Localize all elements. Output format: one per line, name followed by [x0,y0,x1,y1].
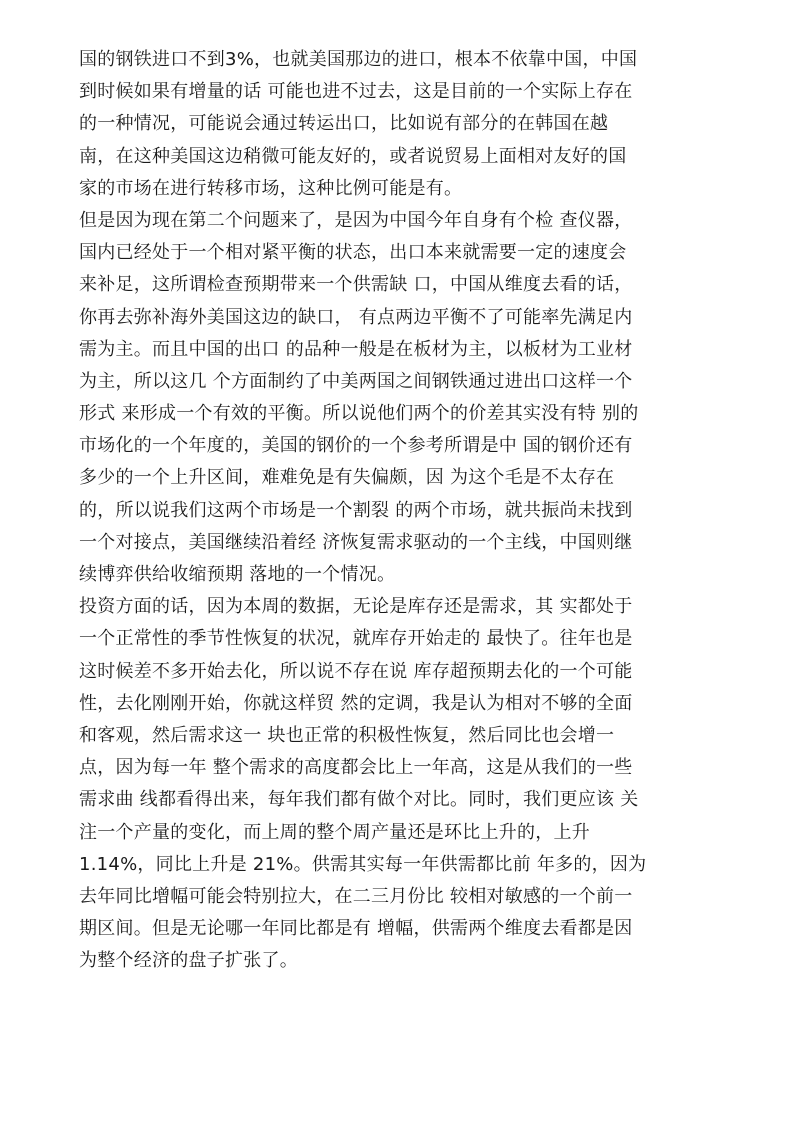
text-line: 为整个经济的盘子扩张了。 [79,950,298,972]
text-line: 的，所以说我们这两个市场是一个割裂 的两个市场，就共振尚未找到 [79,499,633,521]
text-line: 期区间。但是无论哪一年同比都是有 增幅，供需两个维度去看都是因 [79,918,633,940]
text-line: 但是因为现在第二个问题来了，是因为中国今年自身有个检 查仪器， [79,209,633,231]
text-line: 去年同比增幅可能会特别拉大，在二三月份比 较相对敏感的一个前一 [79,885,633,907]
text-line: 家的市场在进行转移市场，这种比例可能是有。 [79,177,463,199]
text-line: 市场化的一个年度的，美国的钢价的一个参考所谓是中 国的钢价还有 [79,435,633,457]
text-line: 来补足，这所谓检查预期带来一个供需缺 口，中国从维度去看的话， [79,274,633,296]
text-line: 点，因为每一年 整个需求的高度都会比上一年高，这是从我们的一些 [79,757,633,779]
text-line: 注一个产量的变化，而上周的整个周产量还是环比上升的，上升 [79,821,590,843]
paragraph-1 [79,44,719,205]
text-line: 需为主。而且中国的出口 的品种一般是在板材为主，以板材为工业材 [79,338,633,360]
text-line: 需求曲 线都看得出来，每年我们都有做个对比。同时，我们更应该 关 [79,789,639,811]
paragraph-2 [79,205,719,591]
text-line: 国内已经处于一个相对紧平衡的状态，出口本来就需要一定的速度会 [79,242,627,264]
text-line: 续博弈供给收缩预期 落地的一个情况。 [79,564,396,585]
text-line: 国的钢铁进口不到3%，也就美国那边的进口，根本不依靠中国，中国 [79,49,638,70]
text-line: 多少的一个上升区间，难难免是有失偏颇，因 为这个毛是不太存在 [79,467,615,489]
text-line: 南，在这种美国这边稍微可能友好的，或者说贸易上面相对友好的国 [79,145,627,167]
text-line: 形式 来形成一个有效的平衡。所以说他们两个的价差其实没有特 别的 [79,403,639,425]
text-line: 性，去化刚刚开始，你就这样贸 然的定调，我是认为相对不够的全面 [79,692,633,714]
text-line: 一个对接点，美国继续沿着经 济恢复需求驱动的一个主线，中国则继 [79,531,633,553]
document-body [79,44,719,977]
text-line: 和客观，然后需求这一 块也正常的积极性恢复，然后同比也会增一 [79,724,615,746]
text-line: 这时候差不多开始去化，所以说不存在说 库存超预期去化的一个可能 [79,660,633,682]
text-line: 的一种情况，可能说会通过转运出口，比如说有部分的在韩国在越 [79,113,609,135]
paragraph-3 [79,591,719,977]
text-line: 投资方面的话，因为本周的数据，无论是库存还是需求，其 实都处于 [79,596,633,618]
text-line: 你再去弥补海外美国这边的缺口， 有点两边平衡不了可能率先满足内 [79,306,633,328]
text-line: 一个正常性的季节性恢复的状况，就库存开始走的 最快了。往年也是 [79,628,633,650]
text-line: 为主，所以这几 个方面制约了中美两国之间钢铁通过进出口这样一个 [79,370,633,392]
text-line: 1.14%，同比上升是 21%。供需其实每一年供需都比前 年多的，因为 [79,853,647,875]
text-line: 到时候如果有增量的话 可能也进不过去，这是目前的一个实际上存在 [79,81,633,103]
